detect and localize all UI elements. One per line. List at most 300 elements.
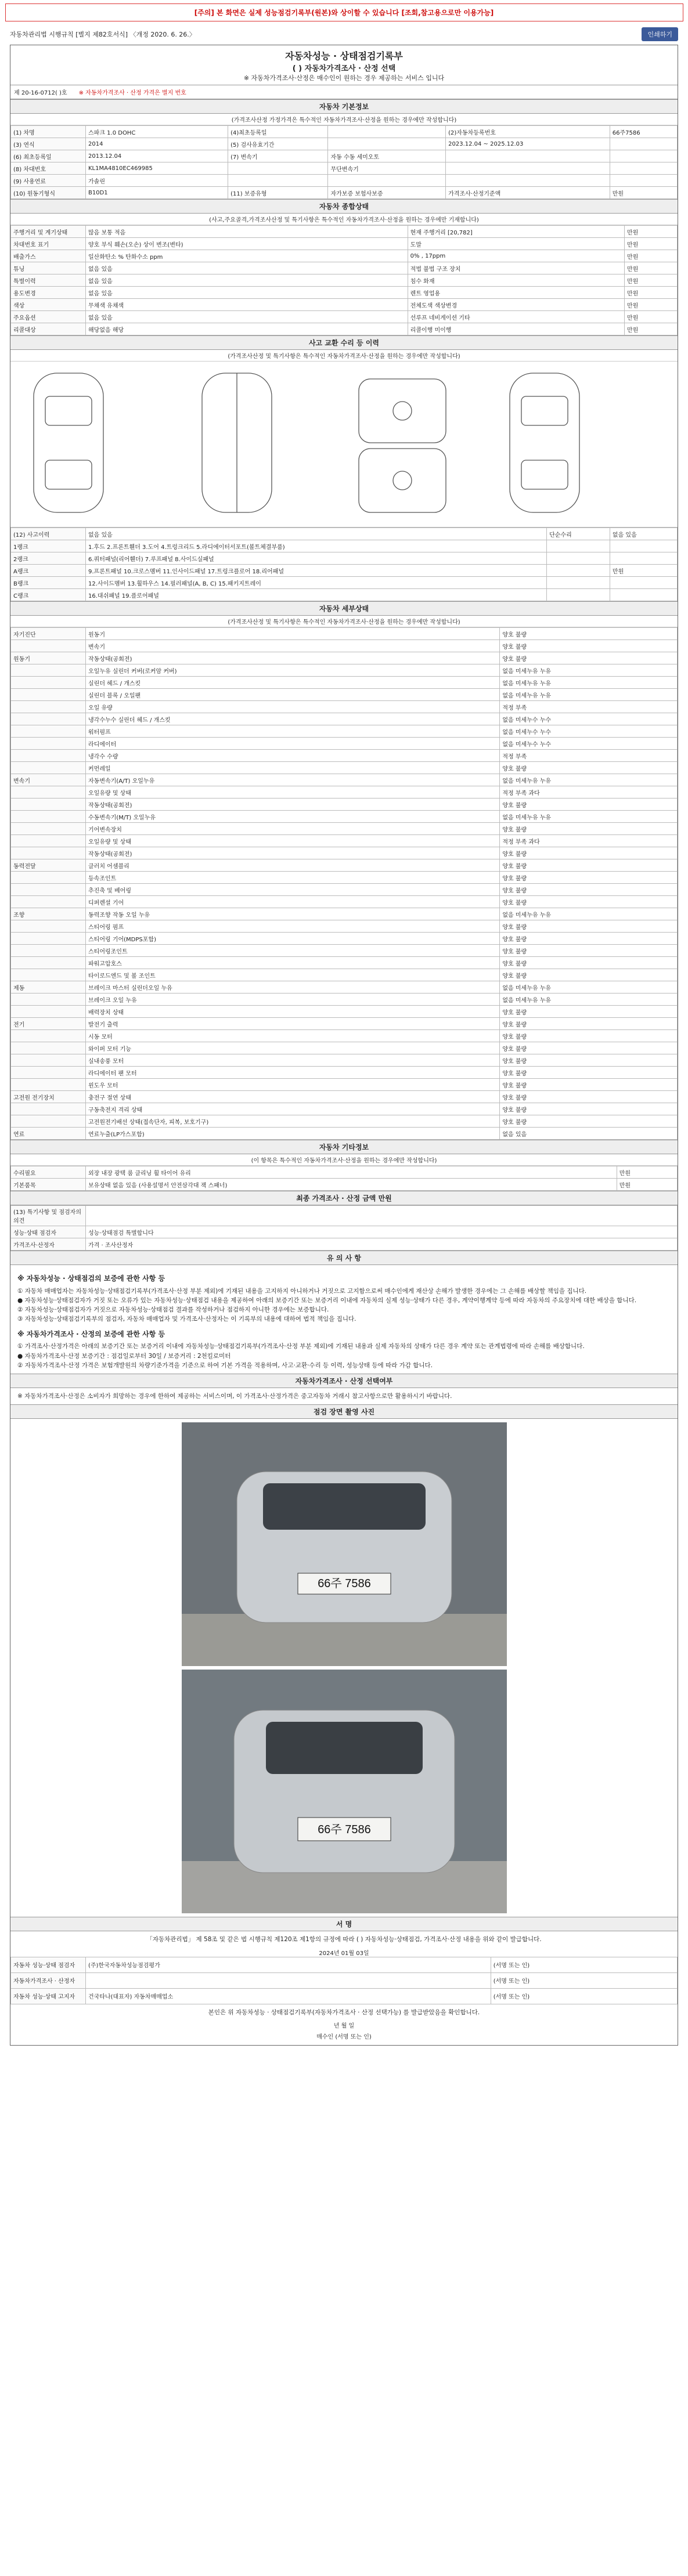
basic-info-row-cell: (10) 원동기형식 — [11, 187, 86, 199]
basic-info-row — [11, 175, 678, 187]
detail-row-cell: 원동기 — [11, 652, 86, 664]
detail-table — [10, 627, 678, 1140]
detail-row-cell: 시동 모터 — [86, 1030, 500, 1042]
detail-row-cell — [11, 993, 86, 1006]
general-title: 자동차 종합상태 — [10, 199, 678, 214]
detail-row-cell: 커먼레일 — [86, 762, 500, 774]
general-row-cell: 만원 — [624, 250, 677, 262]
sign-row — [11, 1957, 678, 1972]
detail-row — [11, 628, 678, 640]
detail-row — [11, 811, 678, 823]
basic-info-row-cell: 만원 — [610, 187, 677, 199]
general-row-cell: 침수 화재 — [408, 274, 624, 287]
detail-row-cell: 양호 불량 — [500, 799, 678, 811]
general-row — [11, 262, 678, 274]
accident-row-cell: 2랭크 — [11, 552, 86, 565]
detail-row — [11, 823, 678, 835]
other-row-cell: 만원 — [617, 1166, 677, 1179]
basic-info-row-cell: KL1MA4810EC469985 — [86, 162, 228, 175]
general-row-cell: 렌트 영업용 — [408, 287, 624, 299]
detail-row-cell: 없음 미세누수 누수 — [500, 713, 678, 725]
detail-row — [11, 1115, 678, 1128]
detail-row — [11, 738, 678, 750]
page-caption: ※ 자동차가격조사·산정은 매수인이 원하는 경우 제공하는 서비스 입니다 — [243, 74, 445, 82]
basic-info-row-cell — [228, 175, 328, 187]
notice-paragraph: ● 자동차가격조사·산정 보증기간 : 점검일로부터 30일 / 보증거리 : 2천킬로미터 — [17, 1352, 231, 1360]
special-label: (13) 특기사항 및 점검자의 의견 — [11, 1206, 86, 1226]
detail-row-cell: 양호 불량 — [500, 920, 678, 933]
detail-row-cell — [11, 750, 86, 762]
detail-row-cell: 고전원 전기장치 — [11, 1091, 86, 1103]
detail-row — [11, 896, 678, 908]
notice-heading-1: ※ 자동차성능 · 상태점검의 보증에 관한 사항 등 — [17, 1274, 165, 1282]
detail-row-cell — [11, 920, 86, 933]
page-title: 자동차성능 · 상태점검기록부 — [285, 50, 403, 62]
detail-row-cell — [11, 823, 86, 835]
detail-row-cell — [11, 1067, 86, 1079]
accident-row-cell — [610, 552, 677, 565]
accident-row-cell: 9.프론트패널 10.크로스멤버 11.인사이드패널 17.트렁크플로어 18.리어패널 — [86, 565, 547, 577]
detail-row-cell: 배력장치 상태 — [86, 1006, 500, 1018]
general-row-cell: 리콜대상 — [11, 323, 86, 335]
general-row-cell: 없음 있음 — [86, 311, 408, 323]
basic-info-row-cell: 자동 수동 세미오토 — [328, 150, 446, 162]
detail-row — [11, 908, 678, 920]
detail-row-cell: 양호 불량 — [500, 847, 678, 859]
detail-row-cell: 양호 불량 — [500, 945, 678, 957]
detail-row-cell: 적정 부족 과다 — [500, 835, 678, 847]
detail-row-cell: 동력조향 작동 오일 누유 — [86, 908, 500, 920]
detail-row-cell — [11, 884, 86, 896]
detail-row-cell: 브레이크 마스터 실린더오일 누유 — [86, 981, 500, 993]
general-row-cell: 만원 — [624, 299, 677, 311]
sign-row-cell: 자동차가격조사 · 산정자 — [11, 1972, 86, 1988]
rear-photo — [182, 1670, 507, 1913]
general-row-cell: 현재 주행거리 [20,782] — [408, 226, 624, 238]
receipt-text: 본인은 위 자동차성능 · 상태점검기록부(자동차가격조사 · 산정 선택가능) 를 발급받았음을 확인합니다. — [208, 2008, 480, 2016]
detail-row — [11, 689, 678, 701]
detail-row-cell — [11, 957, 86, 969]
detail-row-cell: 실린더 블록 / 오일팬 — [86, 689, 500, 701]
detail-row-cell: 없음 미세누유 누유 — [500, 908, 678, 920]
basic-info-row-cell: 2014 — [86, 138, 228, 150]
detail-row-cell: 냉각수 수량 — [86, 750, 500, 762]
sign-row-cell: (서명 또는 인) — [491, 1988, 677, 2004]
detail-row-cell: 양호 불량 — [500, 823, 678, 835]
front-plate-text: 66주 7586 — [317, 1577, 371, 1591]
general-row-cell: 주요옵션 — [11, 311, 86, 323]
detail-row-cell: 실내송풍 모터 — [86, 1054, 500, 1067]
basic-info-row-cell: 무단변속기 — [328, 162, 446, 175]
general-row-cell: 만원 — [624, 311, 677, 323]
detail-row-cell: 양호 불량 — [500, 640, 678, 652]
car-outline-diagram — [10, 362, 678, 527]
basic-info-row-cell — [446, 150, 610, 162]
accident-row-cell: 12.사이드멤버 13.휠하우스 14.필러패널(A, B, C) 15.패키지트레이 — [86, 577, 547, 589]
detail-row — [11, 725, 678, 738]
detail-row-cell — [11, 969, 86, 981]
detail-row-cell: 연료누출(LP가스포함) — [86, 1128, 500, 1140]
detail-row-cell: 양호 불량 — [500, 1067, 678, 1079]
general-row-cell: 일산화탄소 % 탄화수소 ppm — [86, 250, 408, 262]
detail-row — [11, 859, 678, 872]
detail-row-cell: 양호 불량 — [500, 957, 678, 969]
general-note: (사고,주요골격,가격조사산정 및 특기사항은 특수적인 자동차가격조사·산정을 원하는 경우에만 기재합니다) — [10, 214, 678, 225]
detail-title: 자동차 세부상태 — [10, 601, 678, 616]
accident-row — [11, 577, 678, 589]
detail-row-cell: 양호 불량 — [500, 762, 678, 774]
other-row-cell: 만원 — [617, 1179, 677, 1191]
detail-row-cell: 발전기 출력 — [86, 1018, 500, 1030]
basic-info-row-cell — [610, 150, 677, 162]
print-button[interactable]: 인쇄하기 — [642, 27, 678, 41]
detail-row-cell — [11, 1030, 86, 1042]
detail-row-cell: 양호 불량 — [500, 872, 678, 884]
basic-info-row-cell: 자가보증 보험사보증 — [328, 187, 446, 199]
general-row — [11, 226, 678, 238]
detail-row — [11, 920, 678, 933]
consent-text: ※ 자동차가격조사·산정은 소비자가 희망하는 경우에 한하여 제공하는 서비스이며, 이 가격조사·산정가격은 중고자동차 거래시 참고사항으로만 활용하시기 바랍니다. — [17, 1393, 452, 1400]
detail-row-cell: 양호 불량 — [500, 1115, 678, 1128]
basic-info-row-cell: (6) 최초등록일 — [11, 150, 86, 162]
other-row-cell: 수리필요 — [11, 1166, 86, 1179]
basic-info-row-cell: 스파크 1.0 DOHC — [86, 126, 228, 138]
general-row-cell: 없음 있음 — [86, 262, 408, 274]
receipt-date: 년 월 일 — [333, 2022, 355, 2029]
record-form — [10, 45, 678, 2046]
detail-row-cell: 양호 불량 — [500, 1006, 678, 1018]
detail-row — [11, 884, 678, 896]
detail-row-cell: 스티어링 기어(MDPS포함) — [86, 933, 500, 945]
detail-row-cell: 양호 불량 — [500, 1042, 678, 1054]
detail-row — [11, 713, 678, 725]
detail-row-cell: 라디에이터 팬 모터 — [86, 1067, 500, 1079]
general-row — [11, 287, 678, 299]
consent-title: 자동차가격조사 · 산정 선택여부 — [10, 1374, 678, 1388]
basic-info-table — [10, 125, 678, 199]
detail-row — [11, 1091, 678, 1103]
detail-row-cell: 양호 불량 — [500, 1030, 678, 1042]
special-row — [11, 1238, 678, 1251]
detail-row-cell: 양호 불량 — [500, 859, 678, 872]
notice-title: 유 의 사 항 — [10, 1251, 678, 1265]
detail-row-cell: 오일유량 및 상태 — [86, 835, 500, 847]
sign-title: 서 명 — [10, 1917, 678, 1931]
detail-row — [11, 640, 678, 652]
detail-row-cell: 자기진단 — [11, 628, 86, 640]
notice-heading-2: ※ 자동차가격조사 · 산정의 보증에 관한 사항 등 — [17, 1329, 165, 1338]
detail-row — [11, 750, 678, 762]
special-row-cell: 성능·상태 점검자 — [11, 1226, 86, 1238]
sign-row-cell: 건국타나(대표자) 자동차매매업소 — [86, 1988, 491, 2004]
rear-plate-text: 66주 7586 — [317, 1823, 371, 1837]
general-row-cell: 특별이력 — [11, 274, 86, 287]
detail-row-cell: 적정 부족 — [500, 750, 678, 762]
detail-row-cell: 양호 불량 — [500, 1054, 678, 1067]
detail-row-cell: 없음 미세누유 누유 — [500, 993, 678, 1006]
detail-row — [11, 847, 678, 859]
special-row — [11, 1226, 678, 1238]
special-row-cell: 가격조사·산정자 — [11, 1238, 86, 1251]
detail-row-cell — [11, 1042, 86, 1054]
detail-row-cell: 없음 미세누수 누수 — [500, 725, 678, 738]
accident-row-cell: 16.대쉬패널 19.플로어패널 — [86, 589, 547, 601]
accident-row — [11, 540, 678, 552]
general-row — [11, 299, 678, 311]
basic-info-row-cell: B10D1 — [86, 187, 228, 199]
detail-row-cell — [11, 640, 86, 652]
sign-date: 2024년 01월 03일 — [319, 1950, 369, 1957]
accident-row-cell: 단순수리 — [547, 528, 610, 540]
detail-row-cell — [11, 847, 86, 859]
detail-row-cell: 파워고압호스 — [86, 957, 500, 969]
detail-row-cell: 원동기 — [86, 628, 500, 640]
detail-row-cell — [11, 677, 86, 689]
notice-paragraph: ② 자동차성능·상태점검자가 거짓으로 자동차성능·상태점검 결과를 작성하거나 점검하지 아니한 경우에는 보증합니다. — [17, 1306, 329, 1314]
detail-row — [11, 1018, 678, 1030]
detail-row-cell: 라디에이터 — [86, 738, 500, 750]
basic-info-row-cell: (4)최초등록일 — [228, 126, 328, 138]
detail-row-cell — [11, 713, 86, 725]
detail-row-cell: 제동 — [11, 981, 86, 993]
detail-row-cell: 양호 불량 — [500, 1103, 678, 1115]
basic-info-row-cell: (7) 변속기 — [228, 150, 328, 162]
detail-row-cell: 추진축 및 베어링 — [86, 884, 500, 896]
detail-row-cell: 작동상태(공회전) — [86, 652, 500, 664]
general-row-cell: 도말 — [408, 238, 624, 250]
general-row-cell: 배출가스 — [11, 250, 86, 262]
detail-row-cell: 브레이크 오일 누유 — [86, 993, 500, 1006]
accident-row-cell — [610, 540, 677, 552]
accident-row-cell: 1.후드 2.프론트휀더 3.도어 4.트렁크리드 5.라디에이터서포트(볼트체결부품) — [86, 540, 547, 552]
sign-row-cell — [86, 1972, 491, 1988]
detail-row-cell: 양호 불량 — [500, 933, 678, 945]
basic-info-row-cell — [328, 175, 446, 187]
general-row — [11, 250, 678, 262]
detail-row-cell — [11, 835, 86, 847]
accident-row — [11, 589, 678, 601]
detail-row-cell: 오일유량 및 상태 — [86, 786, 500, 799]
other-row — [11, 1179, 678, 1191]
detail-row-cell: 냉각수누수 실린더 헤드 / 개스킷 — [86, 713, 500, 725]
general-row-cell: 용도변경 — [11, 287, 86, 299]
accident-row-cell — [547, 565, 610, 577]
basic-info-row-cell — [328, 126, 446, 138]
basic-info-row-cell — [446, 175, 610, 187]
general-row-cell: 선루프 네비게이션 기타 — [408, 311, 624, 323]
accident-row — [11, 552, 678, 565]
detail-row-cell: 양호 불량 — [500, 896, 678, 908]
detail-row-cell — [11, 933, 86, 945]
accident-row-cell: B랭크 — [11, 577, 86, 589]
detail-row — [11, 933, 678, 945]
detail-row-cell: 등속조인트 — [86, 872, 500, 884]
detail-row — [11, 872, 678, 884]
page-subtitle: ( ) 자동차가격조사 · 산정 선택 — [292, 64, 396, 73]
basic-info-row-cell: (3) 연식 — [11, 138, 86, 150]
detail-row-cell: 기어변속장치 — [86, 823, 500, 835]
photo-title: 점검 장면 촬영 사진 — [10, 1404, 678, 1419]
basic-info-row-cell: (1) 차명 — [11, 126, 86, 138]
detail-row-cell — [11, 896, 86, 908]
accident-row-cell — [547, 589, 610, 601]
sign-row-cell: (주)한국자동차성능점검평가 — [86, 1957, 491, 1972]
accident-row-cell: 만원 — [610, 565, 677, 577]
accident-row-cell: 없음 있음 — [86, 528, 547, 540]
accident-row-cell — [547, 552, 610, 565]
detail-row-cell: 조향 — [11, 908, 86, 920]
detail-row-cell: 양호 불량 — [500, 1091, 678, 1103]
notice-paragraph: ③ 자동차성능·상태점검기록부의 점검자, 자동차 매매업자 및 가격조사·산정자는 이 기록부의 내용에 대하여 법적 책임을 집니다. — [17, 1316, 356, 1323]
detail-row — [11, 1103, 678, 1115]
basic-info-title: 자동차 기본정보 — [10, 99, 678, 114]
detail-row-cell: 전기 — [11, 1018, 86, 1030]
general-row — [11, 238, 678, 250]
detail-row-cell: 없음 미세누수 누수 — [500, 738, 678, 750]
general-row-cell: 만원 — [624, 238, 677, 250]
general-row-cell: 색상 — [11, 299, 86, 311]
basic-info-row-cell: 가격조사·산정기준액 — [446, 187, 610, 199]
basic-info-row-cell: (5) 검사유효기간 — [228, 138, 328, 150]
accident-row-cell: C랭크 — [11, 589, 86, 601]
detail-row — [11, 1079, 678, 1091]
detail-row — [11, 701, 678, 713]
general-row-cell: 튜닝 — [11, 262, 86, 274]
accident-title: 사고 교환 수리 등 이력 — [10, 335, 678, 350]
basic-info-row — [11, 138, 678, 150]
detail-row — [11, 786, 678, 799]
detail-row-cell: 오일 유량 — [86, 701, 500, 713]
accident-row-cell: A랭크 — [11, 565, 86, 577]
basic-info-row-cell — [610, 162, 677, 175]
detail-row-cell — [11, 1079, 86, 1091]
sign-table — [10, 1957, 678, 2004]
general-row — [11, 274, 678, 287]
detail-row-cell: 양호 불량 — [500, 652, 678, 664]
basic-info-row-cell: 2013.12.04 — [86, 150, 228, 162]
car-diagram — [10, 362, 678, 528]
general-row-cell: 만원 — [624, 262, 677, 274]
accident-row — [11, 565, 678, 577]
general-row-cell: 차대번호 표기 — [11, 238, 86, 250]
detail-row-cell: 오일누유 실린더 커버(로커암 커버) — [86, 664, 500, 677]
detail-row — [11, 1006, 678, 1018]
accident-table — [10, 528, 678, 601]
detail-row-cell — [11, 725, 86, 738]
sign-row-cell: (서명 또는 인) — [491, 1972, 677, 1988]
detail-row-cell: 적정 부족 과다 — [500, 786, 678, 799]
general-row-cell: 많음 보통 적음 — [86, 226, 408, 238]
detail-row-cell: 없음 미세누유 누유 — [500, 981, 678, 993]
detail-row-cell — [11, 701, 86, 713]
detail-row-cell: 워터펌프 — [86, 725, 500, 738]
detail-row — [11, 1128, 678, 1140]
detail-row — [11, 957, 678, 969]
detail-row-cell — [11, 664, 86, 677]
record-number: 제 20-16-0712( )호 ※ 자동차가격조사 · 산정 가격은 별지 번호 — [10, 85, 678, 99]
detail-row-cell: 없음 미세누유 누유 — [500, 774, 678, 786]
detail-row-cell: 변속기 — [11, 774, 86, 786]
front-photo — [182, 1422, 507, 1666]
accident-row-cell — [547, 540, 610, 552]
notice-section — [10, 1265, 678, 1374]
sign-row — [11, 1988, 678, 2004]
detail-row-cell — [11, 799, 86, 811]
detail-row-cell — [11, 1103, 86, 1115]
detail-row-cell: 없음 미세누유 누유 — [500, 811, 678, 823]
detail-row-cell: 스티어링 펌프 — [86, 920, 500, 933]
accident-row-cell: 1랭크 — [11, 540, 86, 552]
detail-row-cell: 실린더 헤드 / 개스킷 — [86, 677, 500, 689]
detail-row-cell: 양호 불량 — [500, 884, 678, 896]
general-row-cell: 무채색 유채색 — [86, 299, 408, 311]
basic-info-row — [11, 187, 678, 199]
detail-row — [11, 762, 678, 774]
special-row-cell: 성능·상태점검 특별합니다 — [86, 1226, 678, 1238]
detail-row-cell — [11, 945, 86, 957]
general-row-cell: 만원 — [624, 287, 677, 299]
basic-info-row — [11, 162, 678, 175]
basic-info-row-cell — [446, 162, 610, 175]
detail-row-cell: 없음 미세누유 누유 — [500, 677, 678, 689]
page — [0, 3, 688, 2576]
detail-row-cell — [11, 786, 86, 799]
detail-row-cell: 윈도우 모터 — [86, 1079, 500, 1091]
general-row-cell: 없음 있음 — [86, 287, 408, 299]
special-table — [10, 1205, 678, 1251]
detail-row — [11, 835, 678, 847]
sign-row-cell: (서명 또는 인) — [491, 1957, 677, 1972]
detail-row — [11, 981, 678, 993]
general-row-cell: 만원 — [624, 274, 677, 287]
basic-info-row-cell — [610, 175, 677, 187]
detail-row-cell: 없음 미세누유 누유 — [500, 664, 678, 677]
detail-row-cell: 자동변속기(A/T) 오일누유 — [86, 774, 500, 786]
sign-row — [11, 1972, 678, 1988]
sign-row-cell: 자동차 성능·상태 점검자 — [11, 1957, 86, 1972]
other-row-cell: 외장 내장 광택 룸 클리닝 휠 타이어 유리 — [86, 1166, 617, 1179]
detail-row-cell: 와이퍼 모터 기능 — [86, 1042, 500, 1054]
general-row — [11, 311, 678, 323]
basic-info-row-cell: (9) 사용연료 — [11, 175, 86, 187]
basic-info-row — [11, 126, 678, 138]
notice-paragraph: ① 자동차 매매업자는 자동차성능·상태점검기록부(가격조사·산정 부분 제외)에 기재된 내용을 고지하지 아니하거나 거짓으로 고지함으로써 매수인에게 재산상 손해가 발생한 경우에는 그 손해를 배상할 책임을 집니다. — [17, 1287, 587, 1295]
detail-row-cell: 없음 미세누유 누유 — [500, 689, 678, 701]
basic-info-row-cell: 66주7586 — [610, 126, 677, 138]
detail-row — [11, 652, 678, 664]
basic-info-row-cell: (2)자동차등록번호 — [446, 126, 610, 138]
detail-row-cell: 고전원전기배선 상태(접속단자, 피복, 보호기구) — [86, 1115, 500, 1128]
accident-row-cell: 없음 있음 — [610, 528, 677, 540]
sign-row-cell: 자동차 성능·상태 고지자 — [11, 1988, 86, 2004]
detail-row-cell: 구동축전지 격리 상태 — [86, 1103, 500, 1115]
detail-row-cell: 양호 불량 — [500, 969, 678, 981]
basic-info-row-cell — [228, 162, 328, 175]
basic-info-row-cell: (11) 보증유형 — [228, 187, 328, 199]
general-row-cell: 없음 있음 — [86, 274, 408, 287]
accident-row-cell: 6.쿼터패널(리어휀더) 7.루프패널 8.사이드실패널 — [86, 552, 547, 565]
detail-row-cell: 동력전달 — [11, 859, 86, 872]
detail-row — [11, 1054, 678, 1067]
special-row-cell: 가격 · 조사산정자 — [86, 1238, 678, 1251]
detail-note: (가격조사산정 및 특기사항은 특수적인 자동차가격조사·산정을 원하는 경우에만 작성합니다) — [10, 616, 678, 627]
basic-info-row-cell — [328, 138, 446, 150]
notice-paragraph: ● 자동차성능·상태점검자가 거짓 또는 오류가 있는 자동차성능·상태점검 내용을 제공하여 아래의 보증기간 또는 보증거리 이내에 자동차의 실제 성능·상태가 다른 경우, 계약이행계약 등에 따라 자동차의 주요장치에 대한 배상을 합니다. — [17, 1296, 637, 1304]
notice-paragraph: ① 가격조사·산정가격은 아래의 보증기간 또는 보증거리 이내에 자동차성능·상태점검기록부(가격조사·산정 부분 제외)에 기재된 내용과 실제 자동차의 상태가 다른 경우 계약 또는 관계법령에 따라 손해를 배상합니다. — [17, 1343, 585, 1350]
general-row-cell: 만원 — [624, 226, 677, 238]
general-row-cell: 0% , 17ppm — [408, 250, 624, 262]
basic-info-row — [11, 150, 678, 162]
